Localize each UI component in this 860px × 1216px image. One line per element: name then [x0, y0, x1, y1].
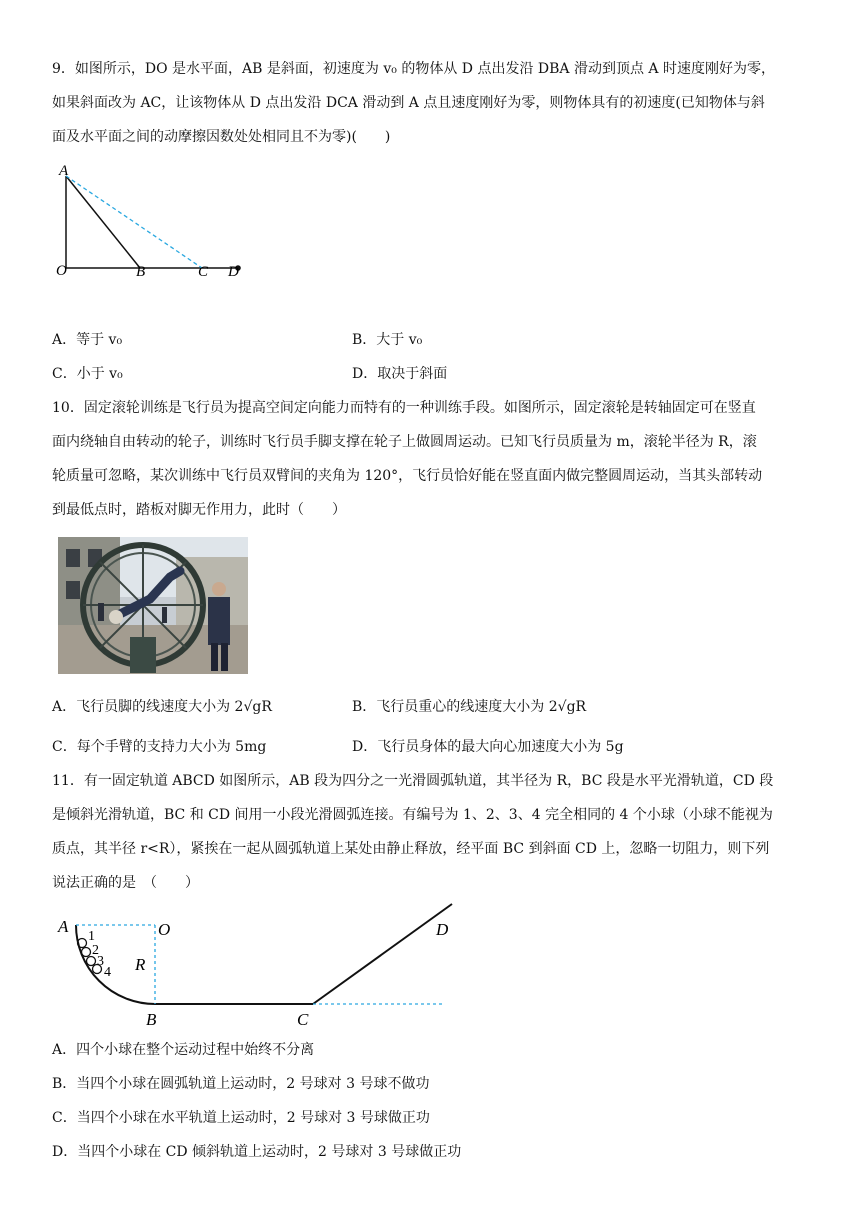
q11-option-a[interactable]: A．四个小球在整个运动过程中始终不分离 [52, 1042, 315, 1058]
q11-track-figure [55, 900, 465, 1032]
q9-label-C: C [198, 264, 209, 280]
q9-text-line-3: 面及水平面之间的动摩擦因数处处相同且不为零)( ) [52, 129, 391, 145]
q11-ball-label-3: 3 [97, 954, 104, 969]
q9-label-O: O [56, 263, 67, 279]
q10-option-c[interactable]: C．每个手臂的支持力大小为 5mg [52, 739, 267, 755]
q11-ball-label-1: 1 [88, 929, 95, 944]
q11-option-b[interactable]: B．当四个小球在圆弧轨道上运动时，2 号球对 3 号球不做功 [52, 1076, 430, 1092]
q9-option-d[interactable]: D．取决于斜面 [352, 366, 448, 382]
q9-label-B: B [136, 264, 146, 280]
q10-option-b[interactable]: B．飞行员重心的线速度大小为 2√gR [352, 699, 587, 715]
q10-option-d[interactable]: D．飞行员身体的最大向心加速度大小为 5g [352, 739, 624, 755]
q10-text-line-3: 轮质量可忽略，某次训练中飞行员双臂间的夹角为 120°，飞行员恰好能在竖直面内做完整圆周运动，当其头部转动 [52, 468, 763, 484]
q11-ball-2 [82, 948, 91, 957]
q10-text-line-1: 10．固定滚轮训练是飞行员为提高空间定向能力而特有的一种训练手段。如图所示，固定滚轮是转轴固定可在竖直 [52, 400, 756, 416]
q11-label-D: D [436, 920, 449, 939]
q9-slope-AC-dashed [66, 176, 202, 268]
q9-incline-figure [50, 158, 260, 286]
q11-text-line-1: 11．有一固定轨道 ABCD 如图所示，AB 段为四分之一光滑圆弧轨道，其半径为 R，BC 段是水平光滑轨道，CD 段 [52, 773, 774, 789]
q9-text-line-2: 如果斜面改为 AC，让该物体从 D 点出发沿 DCA 滑动到 A 点且速度刚好为零，则物体具有的初速度(已知物体与斜 [52, 95, 765, 111]
q11-incline-CD [313, 904, 452, 1004]
q10-option-a[interactable]: A．飞行员脚的线速度大小为 2√gR [52, 699, 272, 715]
q11-ball-label-4: 4 [104, 965, 111, 980]
q11-option-c[interactable]: C．当四个小球在水平轨道上运动时，2 号球对 3 号球做正功 [52, 1110, 430, 1126]
q11-option-d[interactable]: D．当四个小球在 CD 倾斜轨道上运动时，2 号球对 3 号球做正功 [52, 1144, 462, 1160]
q9-option-b[interactable]: B．大于 v₀ [352, 332, 423, 348]
q9-label-A: A [59, 163, 69, 179]
q9-slope-AB [66, 176, 140, 268]
q11-label-A: A [58, 917, 69, 936]
q9-label-D: D [228, 264, 239, 280]
q11-label-C: C [297, 1010, 309, 1029]
q11-text-line-3: 质点，其半径 r<R），紧挨在一起从圆弧轨道上某处由静止释放，经平面 BC 到斜面 CD 上，忽略一切阻力，则下列 [52, 841, 770, 857]
q10-training-wheel-photo [58, 537, 248, 674]
q11-text-line-4: 说法正确的是 （ ） [52, 875, 199, 891]
q11-label-O: O [158, 920, 171, 939]
q11-ball-label-2: 2 [92, 943, 99, 958]
q9-option-a[interactable]: A．等于 v₀ [52, 332, 123, 348]
q9-option-c[interactable]: C．小于 v₀ [52, 366, 123, 382]
q11-text-line-2: 是倾斜光滑轨道，BC 和 CD 间用一小段光滑圆弧连接。有编号为 1、2、3、4 完全相同的 4 个小球（小球不能视为 [52, 807, 773, 823]
q10-text-line-2: 面内绕轴自由转动的轮子，训练时飞行员手脚支撑在轮子上做圆周运动。已知飞行员质量为 m，滚轮半径为 R，滚 [52, 434, 757, 450]
q10-text-line-4: 到最低点时，踏板对脚无作用力，此时（ ） [52, 502, 346, 518]
q9-text-line-1: 9．如图所示，DO 是水平面，AB 是斜面，初速度为 v₀ 的物体从 D 点出发沿 DBA 滑动到顶点 A 时速度刚好为零， [52, 61, 775, 77]
q11-label-R: R [135, 955, 146, 974]
q11-label-B: B [146, 1010, 157, 1029]
